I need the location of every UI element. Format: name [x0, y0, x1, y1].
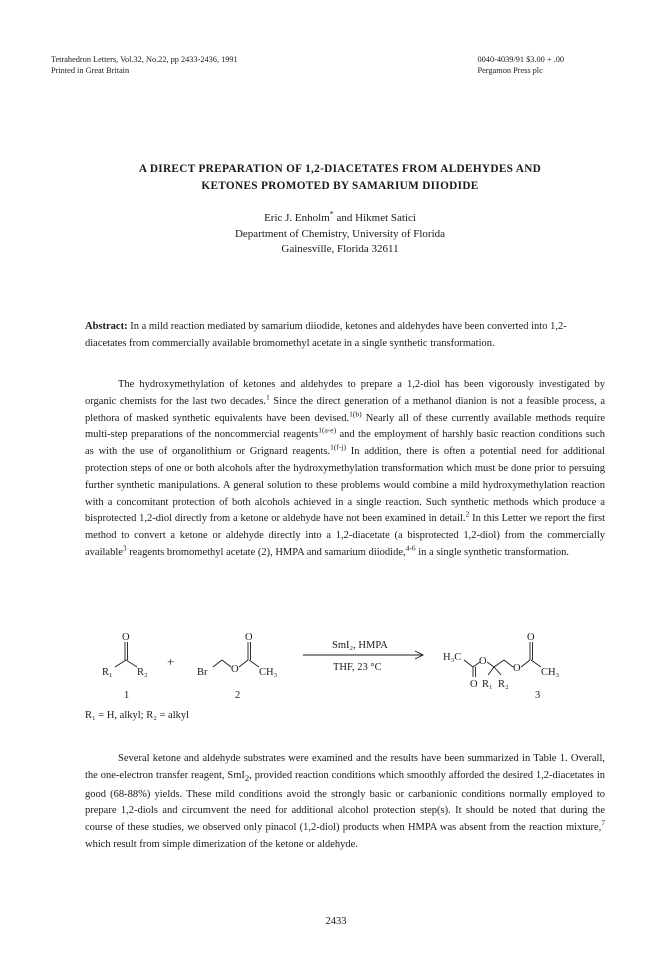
paragraph-text	[85, 751, 605, 854]
abstract	[85, 319, 605, 352]
intro-paragraph	[85, 377, 605, 562]
reference-mark: 1(a-e)	[318, 425, 337, 435]
compound-label-2: 2	[235, 690, 241, 701]
text-run: in a single synthetic transformation.	[415, 546, 570, 558]
journal-citation: Tetrahedron Letters, Vol.32, No.22, pp 2433-2436, 1991	[51, 55, 238, 64]
text-run: Since the direct generation of a methanol dianion is not a feasible process, a plethora of masked synthetic equivalents have been devised.	[85, 395, 606, 424]
affiliation: Department of Chemistry, University of Florida	[234, 227, 446, 240]
ester-oxygen-2: O	[231, 664, 239, 675]
carbonyl-oxygen-3a: O	[470, 679, 478, 690]
title-line-1: A DIRECT PREPARATION OF 1,2-DIACETATES FROM ALDEHYDES AND	[138, 163, 542, 175]
address: Gainesville, Florida 32611	[281, 243, 399, 255]
methyl-label-3a: H₃C	[443, 652, 462, 663]
ester-oxygen-3b: O	[513, 663, 521, 674]
author-1: Eric J. Enholm	[264, 212, 330, 224]
running-header-left	[51, 54, 238, 76]
reaction-scheme	[85, 630, 605, 730]
text-run: reagents bromomethyl acetate (2), HMPA and samarium diiodide,	[126, 546, 406, 558]
reagent-label: SmI₂, HMPA	[332, 640, 388, 651]
reference-mark: 4-6	[405, 543, 416, 553]
text-run: Several ketone and aldehyde substrates were examined and the results have been summarized in Table 1. Overall, the one-electron transfer reagent, SmI	[85, 753, 605, 781]
abstract-text: In a mild reaction mediated by samarium diiodide, ketones and aldehydes have been converted into 1,2-diacetates from commercially available bromomethyl acetate in a single synthetic transformation.	[85, 321, 567, 349]
carbonyl-oxygen-1: O	[122, 632, 130, 643]
author-names	[60, 211, 620, 227]
methyl-label-2: CH₃	[259, 667, 278, 678]
compound-label-3: 3	[535, 690, 541, 701]
text-run: which result from simple dimerization of the ketone or aldehyde.	[85, 839, 358, 851]
results-paragraph	[85, 751, 605, 854]
issn-price: 0040-4039/91 $3.00 + .00	[477, 55, 564, 64]
reference-mark: 3	[122, 543, 127, 553]
running-header-right	[478, 54, 565, 76]
text-run: and the employment of harshly basic reaction conditions such as with the use of organolithium or Grignard reagents.	[85, 429, 605, 458]
subscript: 2	[244, 772, 250, 783]
reference-mark: 1(f-j)	[330, 442, 346, 452]
text-run: Nearly all of these currently available methods require multi-step preparations of the noncommercial reagents	[85, 412, 605, 441]
reference-mark: 1(b)	[349, 409, 362, 419]
author-2: and Hikmet Satici	[333, 212, 416, 224]
publisher: Pergamon Press plc	[477, 66, 543, 75]
reference-mark: 1	[265, 392, 270, 402]
printed-in: Printed in Great Britain	[51, 66, 130, 75]
corresponding-mark: *	[329, 209, 334, 219]
abstract-label: Abstract:	[85, 321, 128, 332]
bromine-label: Br	[197, 667, 208, 678]
substituent-r1: R₁	[102, 667, 113, 678]
substituent-r2: R₂	[137, 667, 148, 678]
substituent-r1-3: R₁	[482, 679, 493, 690]
paragraph-text	[85, 377, 605, 562]
text-run: The hydroxymethylation of ketones and aldehydes to prepare a 1,2-diol has been vigorously investigated by organic chemists for the last two decades.	[85, 379, 605, 407]
page-number: 2433	[325, 916, 347, 927]
compound-label-1: 1	[124, 690, 130, 701]
reference-mark: 7	[601, 818, 605, 828]
text-run: In this Letter we report the first method to convert a ketone or aldehyde directly into a 1,2-diacetate (a bisprotected 1,2-diol) from the commercially available	[85, 513, 605, 558]
text-run: , provided reaction conditions which smoothly afforded the desired 1,2-diacetates in good (68-88%) yields. These mild conditions avoid the strongly basic or carbanionic conditions normally employed to prepare 1,2-diols and circumvent the need for additional alcohol protection step(s). It should be noted that during the course of these studies, we observed only pinacol (1,2-diol) products when HMPA was absent from the reaction mixture,	[85, 769, 605, 834]
reference-mark: 2	[465, 509, 470, 519]
carbonyl-oxygen-2: O	[245, 632, 253, 643]
carbonyl-oxygen-3b: O	[527, 632, 535, 643]
plus-sign: +	[167, 654, 175, 669]
substituent-r2-3: R₂	[498, 679, 509, 690]
text-run: In addition, there is often a potential need for additional protection steps of one or both alcohols after the hydroxymethylation transformation which must be done prior to persuing further synthetic manipulations. A general solution to these problems would combine a mild hydroxymethylation reaction with a concomitant protection of both alcohols achieved in a single reaction. Such synthetic methods which produce a bisprotected 1,2-diol directly from a ketone or aldehyde have not been examined in detail.	[85, 446, 605, 525]
author-block	[60, 211, 620, 258]
conditions-label: THF, 23 °C	[333, 662, 382, 673]
ester-oxygen-3a: O	[479, 656, 487, 667]
substituent-legend: R₁ = H, alkyl; R₂ = alkyl	[85, 710, 190, 721]
methyl-label-3b: CH₃	[541, 667, 560, 678]
title-line-2: KETONES PROMOTED BY SAMARIUM DIIODIDE	[201, 180, 479, 192]
paper-title	[60, 161, 620, 195]
